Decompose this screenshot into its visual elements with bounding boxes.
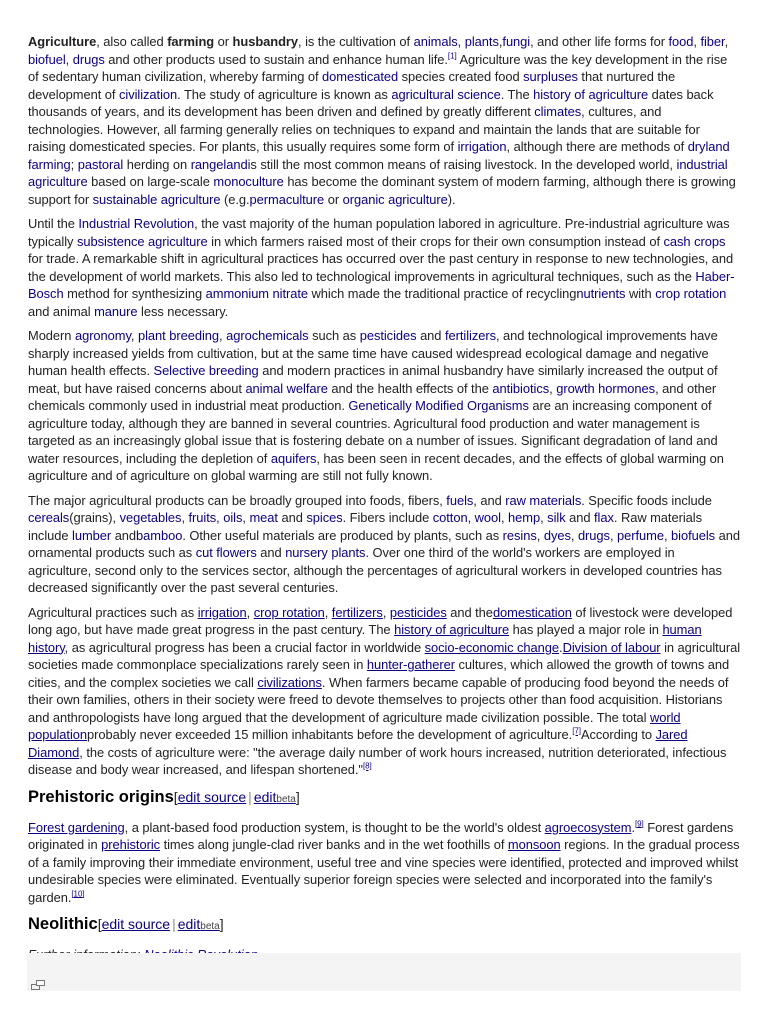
link-pesticides[interactable]: pesticides bbox=[359, 328, 417, 343]
paragraph-forest-gardening: Forest gardening, a plant-based food production system, is thought to be the world's oldest agroecosystem.[9] Forest gardens originated in prehistoric times along jungle-clad river banks and in the wet foothills of monsoon regions. In the gradual process of a family improving their immediate environment, useful tree and vine species were identified, protected and improved whilst undesirable species were eliminated. Eventually superior foreign species were selected and incorporated into the family's garden.[10] bbox=[28, 819, 740, 905]
link-manure[interactable]: manure bbox=[94, 303, 138, 319]
bold-term: Agriculture bbox=[28, 34, 97, 49]
link-aquifers[interactable]: aquifers bbox=[270, 450, 317, 466]
link-bamboo[interactable]: bamboo bbox=[136, 527, 183, 543]
link-biofuel[interactable]: biofuel bbox=[28, 51, 66, 67]
link-fungi[interactable]: fungi bbox=[502, 34, 531, 49]
link-vegetables[interactable]: vegetables bbox=[119, 510, 182, 525]
link-jared-diamond[interactable]: Jared Diamond bbox=[28, 727, 688, 760]
paragraph-products: The major agricultural products can be broadly grouped into foods, fibers, fuels, and raw materials. Specific foods include cereals(grains), vegetables, fruits, oils, meat and spices. Fibers include cotton, wool, hemp, silk and flax. Raw materials include lumber andbamboo. Other useful materials are produced by plants, such as resins, dyes, drugs, perfume, biofuels and ornamental products such as cut flowers and nursery plants. Over one third of the world's workers are employed in agriculture, second only to the services sector, although the percentages of agricultural workers in developed countries has decreased significantly over the past several centuries. bbox=[28, 492, 740, 595]
link-nursery-plants[interactable]: nursery plants bbox=[285, 545, 366, 560]
link-history-of-agriculture-2[interactable]: history of agriculture bbox=[394, 622, 510, 637]
link-genetically-modified-organisms[interactable]: Genetically Modified Organisms bbox=[348, 398, 529, 413]
link-organic-agriculture[interactable]: organic agriculture bbox=[342, 191, 448, 207]
link-hemp[interactable]: hemp bbox=[508, 510, 541, 525]
link-dryland-farming[interactable]: dryland farming bbox=[28, 139, 730, 172]
link-rangeland[interactable]: rangeland bbox=[190, 156, 248, 172]
paragraph-industrial: Until the Industrial Revolution, the vast majority of the human population labored in agriculture. Pre-industrial agriculture was typically subsistence agriculture in which farmers raised most of their crops for their own consumption instead of cash crops for trade. A remarkable shift in agricultural practices has occurred over the past century in response to new technologies, and the development of world markets. This also led to technological improvements in agricultural techniques, such as the Haber-Bosch method for synthesizing ammonium nitrate which made the traditional practice of recyclingnutrients with crop rotation and animal manure less necessary. bbox=[28, 216, 735, 319]
link-agricultural-science[interactable]: agricultural science bbox=[391, 86, 501, 102]
link-food[interactable]: food bbox=[668, 34, 694, 49]
edit-beta-link[interactable]: editbeta bbox=[253, 788, 296, 805]
link-cash-crops[interactable]: cash crops bbox=[663, 233, 726, 249]
heading-neolithic: Neolithic[edit source | editbeta] bbox=[28, 915, 224, 933]
link-wool[interactable]: wool bbox=[474, 510, 501, 525]
link-crop-rotation-2[interactable]: crop rotation bbox=[253, 604, 325, 620]
edit-source-link[interactable]: edit source bbox=[101, 916, 171, 932]
link-pesticides-2[interactable]: pesticides bbox=[389, 604, 447, 620]
link-civilization[interactable]: civilization bbox=[118, 86, 178, 102]
link-fertilizers[interactable]: fertilizers bbox=[444, 328, 496, 343]
expand-icon[interactable] bbox=[31, 980, 45, 990]
link-biofuels[interactable]: biofuels bbox=[671, 527, 716, 543]
link-monsoon[interactable]: monsoon bbox=[507, 837, 561, 852]
link-sustainable-agriculture[interactable]: sustainable agriculture bbox=[92, 191, 221, 207]
link-monoculture[interactable]: monoculture bbox=[213, 174, 284, 189]
link-fruits[interactable]: fruits bbox=[188, 510, 217, 525]
link-nutrients[interactable]: nutrients bbox=[576, 286, 626, 301]
section-edit-links: [edit source | editbeta] bbox=[173, 788, 300, 805]
reference-10[interactable]: [10] bbox=[71, 889, 85, 899]
reference-1[interactable]: [1] bbox=[447, 51, 457, 61]
article-content bbox=[28, 33, 740, 964]
paragraph-intro: Agriculture, also called farming or husbandry, is the cultivation of animals, plants,fungi, and other life forms for food, fiber, biofuel, drugs and other products used to sustain and enhance human life.[1] Agriculture was the key development in the rise of sedentary human civilization, whereby farming of domesticated species created food surpluses that nurtured the development of civilization. The study of agriculture is known as agricultural science. The history of agriculture dates back thousands of years, and its development has been driven and defined by greatly different climates, cultures, and technologies. However, all farming generally relies on techniques to expand and maintain the lands that are suitable for raising domesticated species. For plants, this usually requires some form of irrigation, although there are methods of dryland farming; pastoral herding on rangelandis still the most common means of raising livestock. In the developed world, industrial agriculture based on large-scale monoculture has become the dominant system of modern farming, although there is growing support for sustainable agriculture (e.g.permaculture or organic agriculture). bbox=[28, 34, 736, 207]
link-human-history[interactable]: human history bbox=[28, 622, 702, 655]
link-climates[interactable]: climates bbox=[534, 104, 582, 119]
link-growth-hormones[interactable]: growth hormones bbox=[556, 380, 656, 396]
link-domesticated[interactable]: domesticated bbox=[322, 69, 399, 84]
link-drugs[interactable]: drugs bbox=[72, 51, 105, 67]
link-irrigation-2[interactable]: irrigation bbox=[197, 604, 247, 620]
link-fuels[interactable]: fuels bbox=[446, 492, 474, 508]
link-resins[interactable]: resins bbox=[502, 527, 537, 543]
heading-prehistoric-origins: Prehistoric origins[edit source | editbeta] bbox=[28, 787, 300, 806]
bold-term: husbandry bbox=[232, 34, 298, 49]
link-industrial-revolution[interactable]: Industrial Revolution bbox=[78, 216, 195, 231]
link-division-of-labour[interactable]: Division of labour bbox=[562, 639, 661, 655]
footer-bar bbox=[27, 953, 741, 991]
reference-7[interactable]: [7] bbox=[572, 726, 581, 736]
link-animal-welfare[interactable]: animal welfare bbox=[245, 380, 328, 396]
link-haber-bosch[interactable]: Haber-Bosch bbox=[28, 268, 735, 301]
link-pastoral[interactable]: pastoral bbox=[77, 156, 124, 172]
link-civilizations[interactable]: civilizations bbox=[257, 674, 322, 690]
link-oils[interactable]: oils bbox=[223, 510, 243, 525]
link-agroecosystem[interactable]: agroecosystem bbox=[544, 819, 632, 835]
link-cereals[interactable]: cereals bbox=[28, 510, 70, 525]
edit-source-link[interactable]: edit source bbox=[177, 788, 247, 805]
link-spices[interactable]: spices bbox=[306, 510, 343, 525]
link-perfume[interactable]: perfume bbox=[617, 527, 664, 543]
link-subsistence-agriculture[interactable]: subsistence agriculture bbox=[76, 233, 208, 249]
paragraph-practices: Agricultural practices such as irrigation, crop rotation, fertilizers, pesticides and thedomestication of livestock were developed long ago, but have made great progress in the past century. The history of agriculture has played a major role in human history, as agricultural progress has been a crucial factor in worldwide socio-economic change.Division of labour in agricultural societies made commonplace specializations rarely seen in hunter-gatherer cultures, which allowed the growth of towns and cities, and the complex societies we call civilizations. When farmers became capable of producing food beyond the needs of their own families, others in their society were freed to devote themselves to projects other than food acquisition. Historians and anthropologists have long argued that the development of agriculture made civilization possible. The total world populationprobably never exceeded 15 million inhabitants before the development of agriculture.[7]According to Jared Diamond, the costs of agriculture were: "the average daily number of work hours increased, nutrition deteriorated, infectious disease and body wear increased, and lifespan shortened."[8] bbox=[28, 604, 741, 777]
link-surpluses[interactable]: surpluses bbox=[523, 69, 578, 84]
reference-8[interactable]: [8] bbox=[362, 761, 372, 771]
link-lumber[interactable]: lumber bbox=[72, 527, 112, 543]
link-domestication[interactable]: domestication bbox=[492, 604, 572, 620]
link-antibiotics[interactable]: antibiotics bbox=[492, 380, 550, 396]
link-silk[interactable]: silk bbox=[547, 510, 566, 525]
edit-beta-link[interactable]: editbeta bbox=[177, 916, 220, 932]
link-ammonium-nitrate[interactable]: ammonium nitrate bbox=[205, 286, 309, 301]
link-drugs-2[interactable]: drugs bbox=[577, 527, 610, 543]
link-plants[interactable]: plants bbox=[464, 34, 499, 49]
section-edit-links: [edit source | editbeta] bbox=[97, 916, 224, 932]
link-prehistoric[interactable]: prehistoric bbox=[101, 837, 161, 852]
link-agrochemicals[interactable]: agrochemicals bbox=[226, 328, 309, 343]
link-animals[interactable]: animals bbox=[413, 34, 458, 49]
link-industrial-agriculture[interactable]: industrial agriculture bbox=[28, 156, 728, 189]
bold-term: farming bbox=[167, 34, 215, 49]
link-hunter-gatherer[interactable]: hunter-gatherer bbox=[366, 657, 455, 672]
link-world-population[interactable]: world population bbox=[28, 709, 681, 742]
link-flax[interactable]: flax bbox=[594, 510, 614, 525]
link-fiber[interactable]: fiber bbox=[700, 34, 725, 49]
link-meat[interactable]: meat bbox=[249, 510, 278, 525]
link-cotton[interactable]: cotton bbox=[432, 510, 468, 525]
link-irrigation[interactable]: irrigation bbox=[457, 139, 507, 154]
reference-9[interactable]: [9] bbox=[634, 819, 644, 829]
link-forest-gardening[interactable]: Forest gardening bbox=[28, 819, 125, 835]
link-crop-rotation[interactable]: crop rotation bbox=[655, 286, 727, 301]
link-selective-breeding[interactable]: Selective breeding bbox=[153, 363, 259, 378]
link-cut-flowers[interactable]: cut flowers bbox=[195, 545, 257, 560]
link-dyes[interactable]: dyes bbox=[543, 527, 571, 543]
paragraph-modern: Modern agronomy, plant breeding, agrochemicals such as pesticides and fertilizers, and technological improvements have sharply increased yields from cultivation, but at the same time have caused widespread ecological damage and negative human health effects. Selective breeding and modern practices in animal husbandry have similarly increased the output of meat, but have raised concerns about animal welfare and the health effects of the antibiotics, growth hormones, and other chemicals commonly used in industrial meat production. Genetically Modified Organisms are an increasing component of agriculture today, although they are banned in several countries. Agricultural food production and water management is targeted as an increasingly global issue that is fostering debate on a number of issues. Significant degradation of land and water resources, including the depletion of aquifers, has been seen in recent decades, and the effects of global warming on agriculture and of agriculture on global warming are still not fully known. bbox=[28, 328, 724, 483]
link-plant-breeding[interactable]: plant breeding bbox=[138, 328, 220, 343]
link-history-of-agriculture[interactable]: history of agriculture bbox=[533, 86, 649, 102]
link-fertilizers-2[interactable]: fertilizers bbox=[331, 604, 383, 620]
link-raw-materials[interactable]: raw materials bbox=[505, 492, 582, 508]
link-permaculture[interactable]: permaculture bbox=[249, 191, 325, 207]
link-socio-economic-change[interactable]: socio-economic change bbox=[424, 639, 560, 655]
link-agronomy[interactable]: agronomy bbox=[74, 328, 131, 343]
